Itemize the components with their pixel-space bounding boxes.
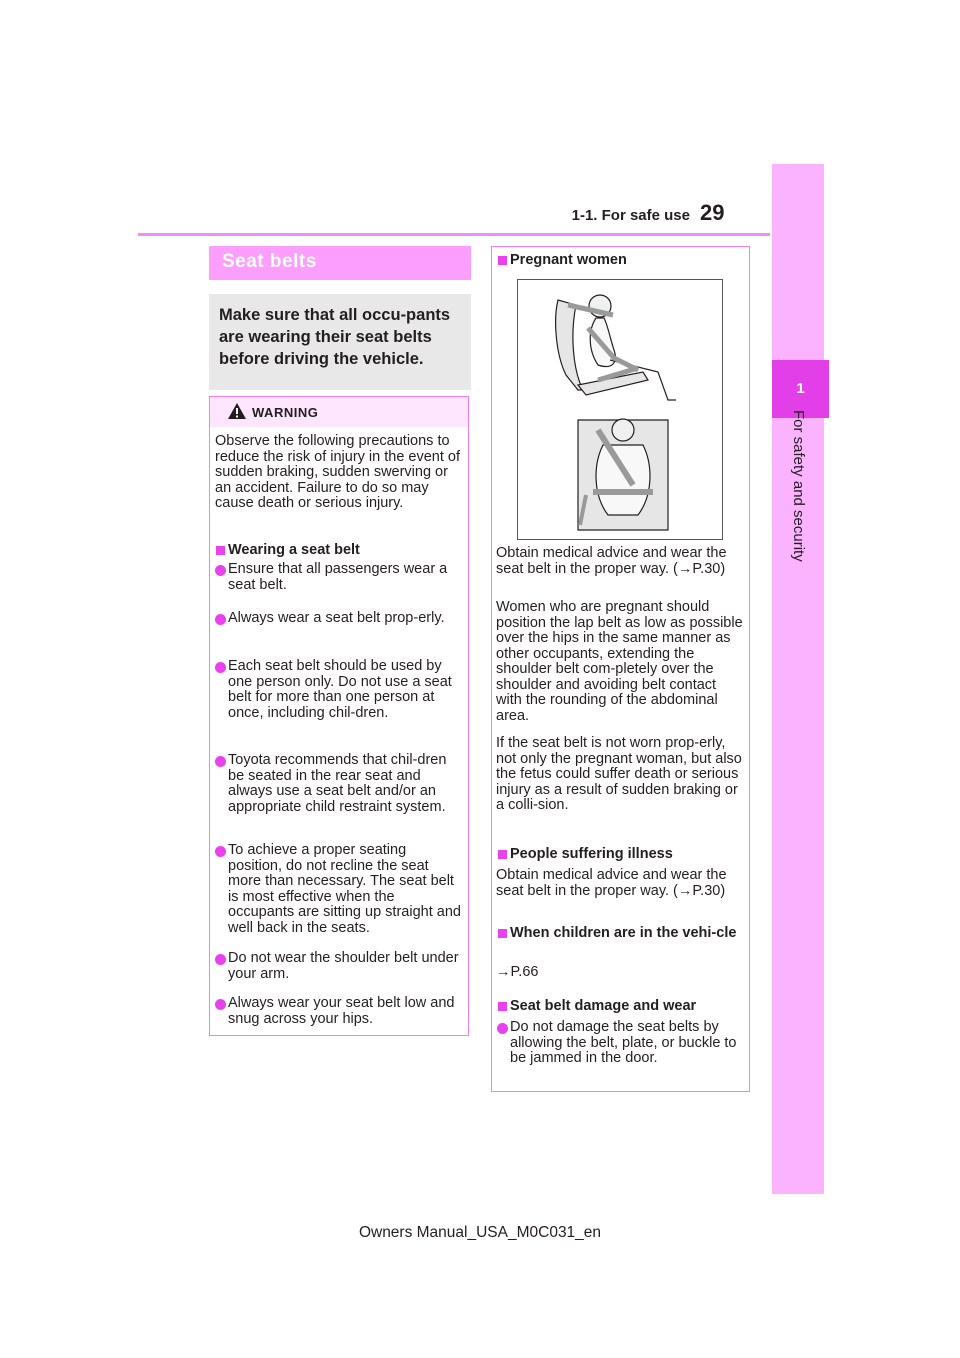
pregnant-risk: If the seat belt is not worn prop-erly, not only the pregnant woman, but also the fetus could suffer death or serious injury as a result of sudden braking or a colli-sion.: [496, 735, 742, 813]
illness-heading: People suffering illness: [510, 846, 673, 862]
damage-bullet: Do not damage the seat belts by allowing the belt, plate, or buckle to be jammed in the door.: [510, 1019, 737, 1066]
warning-bullet: To achieve a proper seating position, do not recline the seat more than necessary. The seat belt is most effective when the occupants are sitting up straight and well back in the seats.: [228, 842, 461, 936]
square-bullet-icon: [498, 929, 507, 938]
round-bullet-icon: [215, 756, 226, 767]
round-bullet-icon: [215, 954, 226, 965]
round-bullet-icon: [215, 565, 226, 576]
section-title: 1-1. For safe use: [571, 207, 690, 224]
illness-advice: Obtain medical advice and wear the seat belt in the proper way. (→P.30): [496, 867, 727, 899]
warning-triangle-icon: [227, 402, 247, 420]
round-bullet-icon: [215, 614, 226, 625]
square-bullet-icon: [498, 1002, 507, 1011]
pregnant-woman-seat-belt-image: [518, 280, 722, 539]
warning-bullet: Always wear a seat belt prop-erly.: [228, 610, 445, 626]
damage-heading: Seat belt damage and wear: [510, 998, 697, 1014]
chapter-number: 1: [796, 380, 805, 397]
pregnant-heading: Pregnant women: [510, 252, 627, 268]
warning-bullet: Toyota recommends that chil-dren be seated in the rear seat and always use a seat belt and/or an appropriate child restraint system.: [228, 752, 447, 815]
children-heading: When children are in the vehi-cle: [510, 925, 737, 941]
intro-text: Make sure that all occu-pants are wearing their seat belts before driving the vehicle.: [219, 306, 451, 368]
round-bullet-icon: [215, 662, 226, 673]
seat-belt-illustration: [517, 279, 723, 540]
round-bullet-icon: [215, 846, 226, 857]
square-bullet-icon: [498, 850, 507, 859]
warning-header: [210, 397, 468, 427]
pregnant-advice: Obtain medical advice and wear the seat belt in the proper way. (→P.30): [496, 545, 727, 577]
warning-bullet: Ensure that all passengers wear a seat belt.: [228, 561, 448, 593]
children-reference[interactable]: →P.66: [496, 964, 539, 980]
section-heading: Seat belts: [222, 251, 317, 272]
warning-bullet: Do not wear the shoulder belt under your arm.: [228, 950, 459, 982]
round-bullet-icon: [497, 1023, 508, 1034]
square-bullet-icon: [216, 546, 225, 555]
warning-bullet: Always wear your seat belt low and snug across your hips.: [228, 995, 455, 1027]
warning-bullet: Each seat belt should be used by one person only. Do not use a seat belt for more than one person at once, including chil-dren.: [228, 658, 452, 721]
warning-subheading: Wearing a seat belt: [228, 542, 360, 558]
square-bullet-icon: [498, 256, 507, 265]
warning-intro: Observe the following precautions to reduce the risk of injury in the event of sudden braking, sudden swerving or an accident. Failure to do so may cause death or serious injury.: [215, 433, 461, 511]
header-rule: [138, 233, 770, 236]
footer-text: Owners Manual_USA_M0C031_en: [358, 1224, 602, 1241]
pregnant-lap-belt: Women who are pregnant should position the lap belt as low as possible over the hips in the same manner as other occupants, extending the shoulder belt com-pletely over the shoulder and avoiding belt contact with the rounding of the abdominal area.: [496, 599, 743, 724]
round-bullet-icon: [215, 999, 226, 1010]
chapter-title: For safety and security: [790, 410, 807, 562]
page-number: 29: [700, 200, 725, 225]
warning-label: WARNING: [252, 405, 319, 420]
